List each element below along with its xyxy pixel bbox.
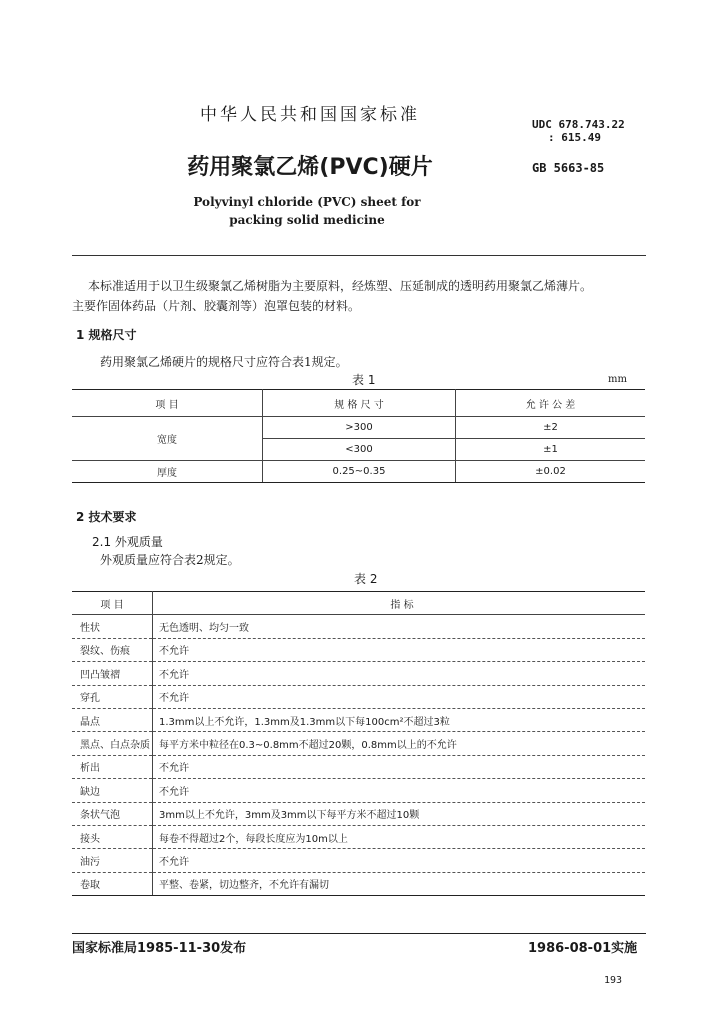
header-rule — [72, 255, 646, 256]
table1-cell-size: <300 — [263, 439, 456, 461]
table1-cell-tol: ±2 — [456, 417, 646, 439]
page-number: 193 — [604, 975, 623, 986]
table2-cell-spec: 不允许 — [153, 638, 646, 661]
effective-date: 1986-08-01实施 — [528, 941, 638, 956]
table2-cell-spec: 不允许 — [153, 755, 646, 778]
document-title: 药用聚氯乙烯(PVC)硬片 — [187, 155, 433, 180]
size-table — [72, 389, 645, 483]
table2-cell-spec: 不允许 — [153, 849, 646, 872]
english-title-line2: packing solid medicine — [229, 213, 385, 227]
english-title — [0, 193, 614, 229]
udc-line1: UDC 678.743.22 — [532, 118, 625, 131]
section1-text: 药用聚氯乙烯硬片的规格尺寸应符合表1规定。 — [100, 355, 348, 369]
issuing-org: 中华人民共和国国家标准 — [200, 105, 420, 125]
table2-cell-spec: 平整、卷紧，切边整齐，不允许有漏切 — [153, 872, 646, 895]
table2-cell-item: 油污 — [72, 849, 153, 872]
table1-header-item: 项 目 — [72, 390, 263, 417]
gb-number: GB 5663-85 — [532, 161, 605, 175]
table2-label: 表 2 — [354, 572, 378, 586]
table2-cell-spec: 3mm以上不允许，3mm及3mm以下每平方米不超过10颗 — [153, 802, 646, 825]
udc-line2: : 615.49 — [548, 131, 601, 144]
english-title-line1: Polyvinyl chloride (PVC) sheet for — [193, 195, 421, 209]
table1-cell-item: 厚度 — [72, 461, 263, 483]
table2-cell-spec: 不允许 — [153, 685, 646, 708]
table2-cell-spec: 不允许 — [153, 662, 646, 685]
intro-line2: 主要作固体药品（片剂、胶囊剂等）泡罩包装的材料。 — [72, 299, 361, 313]
appearance-table — [72, 591, 645, 896]
table1-cell-item: 宽度 — [72, 417, 263, 461]
intro-line1: 本标准适用于以卫生级聚氯乙烯树脂为主要原料，经炼塑、压延制成的透明药用聚氯乙烯薄片。 — [88, 279, 593, 293]
table2-header-spec: 指 标 — [153, 592, 646, 615]
table1-label: 表 1 — [352, 373, 376, 387]
table2-cell-spec: 1.3mm以上不允许，1.3mm及1.3mm以下每100cm²不超过3粒 — [153, 708, 646, 731]
table2-header-item: 项 目 — [72, 592, 153, 615]
table2-cell-item: 卷取 — [72, 872, 153, 895]
table2-cell-item: 穿孔 — [72, 685, 153, 708]
table2-cell-item: 接头 — [72, 825, 153, 848]
table1-unit: mm — [608, 374, 627, 385]
udc-code — [532, 118, 625, 144]
section1-heading: 1 规格尺寸 — [76, 328, 137, 342]
table2-cell-item: 裂纹、伤痕 — [72, 638, 153, 661]
table1-cell-size: >300 — [263, 417, 456, 439]
table2-cell-item: 黑点、白点杂质 — [72, 732, 153, 755]
section2-sub: 2.1 外观质量 — [92, 535, 163, 549]
table2-cell-spec: 每卷不得超过2个，每段长度应为10m以上 — [153, 825, 646, 848]
table1-header-size: 规 格 尺 寸 — [263, 390, 456, 417]
table2-cell-spec: 无色透明、均匀一致 — [153, 615, 646, 638]
table2-cell-item: 缺边 — [72, 779, 153, 802]
table1-header-tol: 允 许 公 差 — [456, 390, 646, 417]
table2-cell-item: 晶点 — [72, 708, 153, 731]
table1-cell-size: 0.25~0.35 — [263, 461, 456, 483]
table2-cell-item: 性状 — [72, 615, 153, 638]
footer-rule — [72, 933, 646, 934]
section2-heading: 2 技术要求 — [76, 510, 137, 524]
section2-text: 外观质量应符合表2规定。 — [100, 553, 240, 567]
table1-cell-tol: ±1 — [456, 439, 646, 461]
table1-cell-tol: ±0.02 — [456, 461, 646, 483]
table2-cell-item: 凹凸皱褶 — [72, 662, 153, 685]
issue-date: 国家标准局1985-11-30发布 — [72, 941, 247, 956]
table2-cell-item: 条状气泡 — [72, 802, 153, 825]
table2-cell-item: 析出 — [72, 755, 153, 778]
table2-cell-spec: 每平方米中粒径在0.3~0.8mm不超过20颗，0.8mm以上的不允许 — [153, 732, 646, 755]
table2-cell-spec: 不允许 — [153, 779, 646, 802]
